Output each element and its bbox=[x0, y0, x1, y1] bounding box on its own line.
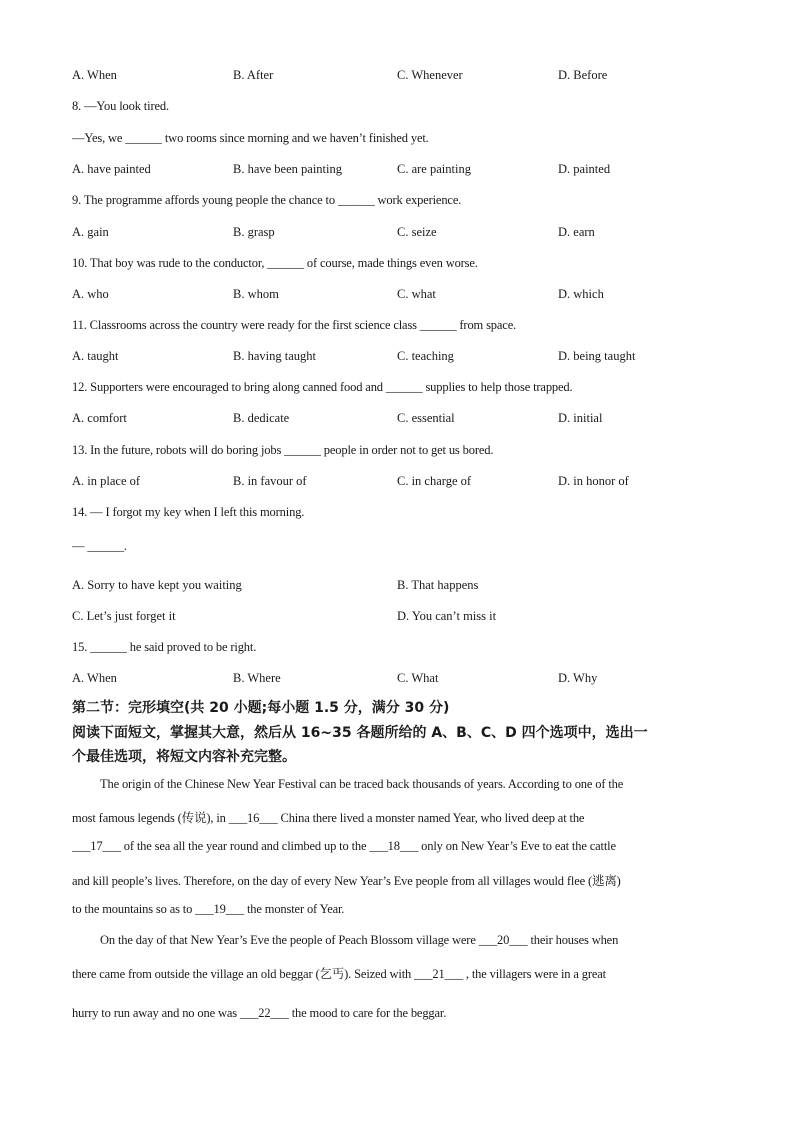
option-c: C. what bbox=[397, 287, 436, 301]
question-10-stem: 10. That boy was rude to the conductor, ______ of course, made things even worse. bbox=[72, 256, 478, 270]
option-c: C. seize bbox=[397, 225, 437, 239]
option-d: D. earn bbox=[558, 225, 595, 239]
passage-line: hurry to run away and no one was ___22___ the mood to care for the beggar. bbox=[72, 1006, 447, 1020]
option-a: A. When bbox=[72, 68, 117, 82]
passage-line: The origin of the Chinese New Year Festival can be traced back thousands of years. According to one of the bbox=[100, 777, 624, 791]
option-d: D. painted bbox=[558, 162, 611, 176]
passage-line: On the day of that New Year’s Eve the people of Peach Blossom village were ___20___ their houses when bbox=[100, 933, 619, 947]
option-c: C. are painting bbox=[397, 162, 471, 176]
option-a: A. When bbox=[72, 671, 117, 685]
option-c: C. teaching bbox=[397, 349, 454, 363]
option-a: A. taught bbox=[72, 349, 119, 363]
question-8-stem-reply: —Yes, we ______ two rooms since morning and we haven’t finished yet. bbox=[72, 131, 429, 145]
option-d: D. being taught bbox=[558, 349, 636, 363]
question-15-stem: 15. ______ he said proved to be right. bbox=[72, 640, 257, 654]
option-b: B. have been painting bbox=[233, 162, 342, 176]
question-8-stem: 8. —You look tired. bbox=[72, 99, 169, 113]
option-a: A. gain bbox=[72, 225, 109, 239]
option-c: C. in charge of bbox=[397, 474, 472, 488]
passage-line: most famous legends (传说), in ___16___ China there lived a monster named Year, who lived deep at the bbox=[72, 811, 585, 825]
option-c: C. essential bbox=[397, 411, 455, 425]
section-instruction-cont: 个最佳选项，将短文内容补充完整。 bbox=[72, 749, 296, 765]
option-b: B. Where bbox=[233, 671, 281, 685]
question-14-stem-reply: — ______. bbox=[72, 539, 127, 553]
section-heading: 第二节：完形填空(共 20 小题;每小题 1.5 分，满分 30 分) bbox=[72, 700, 450, 716]
option-b: B. That happens bbox=[397, 578, 479, 592]
question-14-stem: 14. — I forgot my key when I left this morning. bbox=[72, 505, 305, 519]
option-a: A. who bbox=[72, 287, 109, 301]
passage-line: there came from outside the village an old beggar (乞丐). Seized with ___21___ , the villagers were in a great bbox=[72, 967, 606, 981]
option-b: B. whom bbox=[233, 287, 279, 301]
option-a: A. Sorry to have kept you waiting bbox=[72, 578, 242, 592]
option-d: D. Why bbox=[558, 671, 598, 685]
option-d: D. You can’t miss it bbox=[397, 609, 497, 623]
option-b: B. having taught bbox=[233, 349, 316, 363]
option-c: C. What bbox=[397, 671, 439, 685]
question-11-stem: 11. Classrooms across the country were ready for the first science class ______ from space. bbox=[72, 318, 517, 332]
option-a: A. comfort bbox=[72, 411, 127, 425]
question-12-stem: 12. Supporters were encouraged to bring along canned food and ______ supplies to help those trapped. bbox=[72, 380, 573, 394]
option-a: A. in place of bbox=[72, 474, 141, 488]
section-instruction: 阅读下面短文，掌握其大意，然后从 16~35 各题所给的 A、B、C、D 四个选项中，选出一 bbox=[72, 725, 648, 741]
option-c: C. Let’s just forget it bbox=[72, 609, 176, 623]
option-b: B. After bbox=[233, 68, 274, 82]
option-d: D. which bbox=[558, 287, 604, 301]
question-13-stem: 13. In the future, robots will do boring jobs ______ people in order not to get us bored. bbox=[72, 443, 494, 457]
option-b: B. grasp bbox=[233, 225, 275, 239]
option-d: D. in honor of bbox=[558, 474, 629, 488]
option-c: C. Whenever bbox=[397, 68, 463, 82]
option-b: B. dedicate bbox=[233, 411, 290, 425]
question-9-stem: 9. The programme affords young people the chance to ______ work experience. bbox=[72, 193, 462, 207]
option-d: D. Before bbox=[558, 68, 608, 82]
passage-line: and kill people’s lives. Therefore, on the day of every New Year’s Eve people from all villages would flee (逃离) bbox=[72, 874, 621, 888]
passage-line: to the mountains so as to ___19___ the monster of Year. bbox=[72, 902, 345, 916]
option-b: B. in favour of bbox=[233, 474, 307, 488]
option-a: A. have painted bbox=[72, 162, 151, 176]
passage-line: ___17___ of the sea all the year round and climbed up to the ___18___ only on New Year’s Eve to eat the cattle bbox=[72, 839, 616, 853]
option-d: D. initial bbox=[558, 411, 603, 425]
